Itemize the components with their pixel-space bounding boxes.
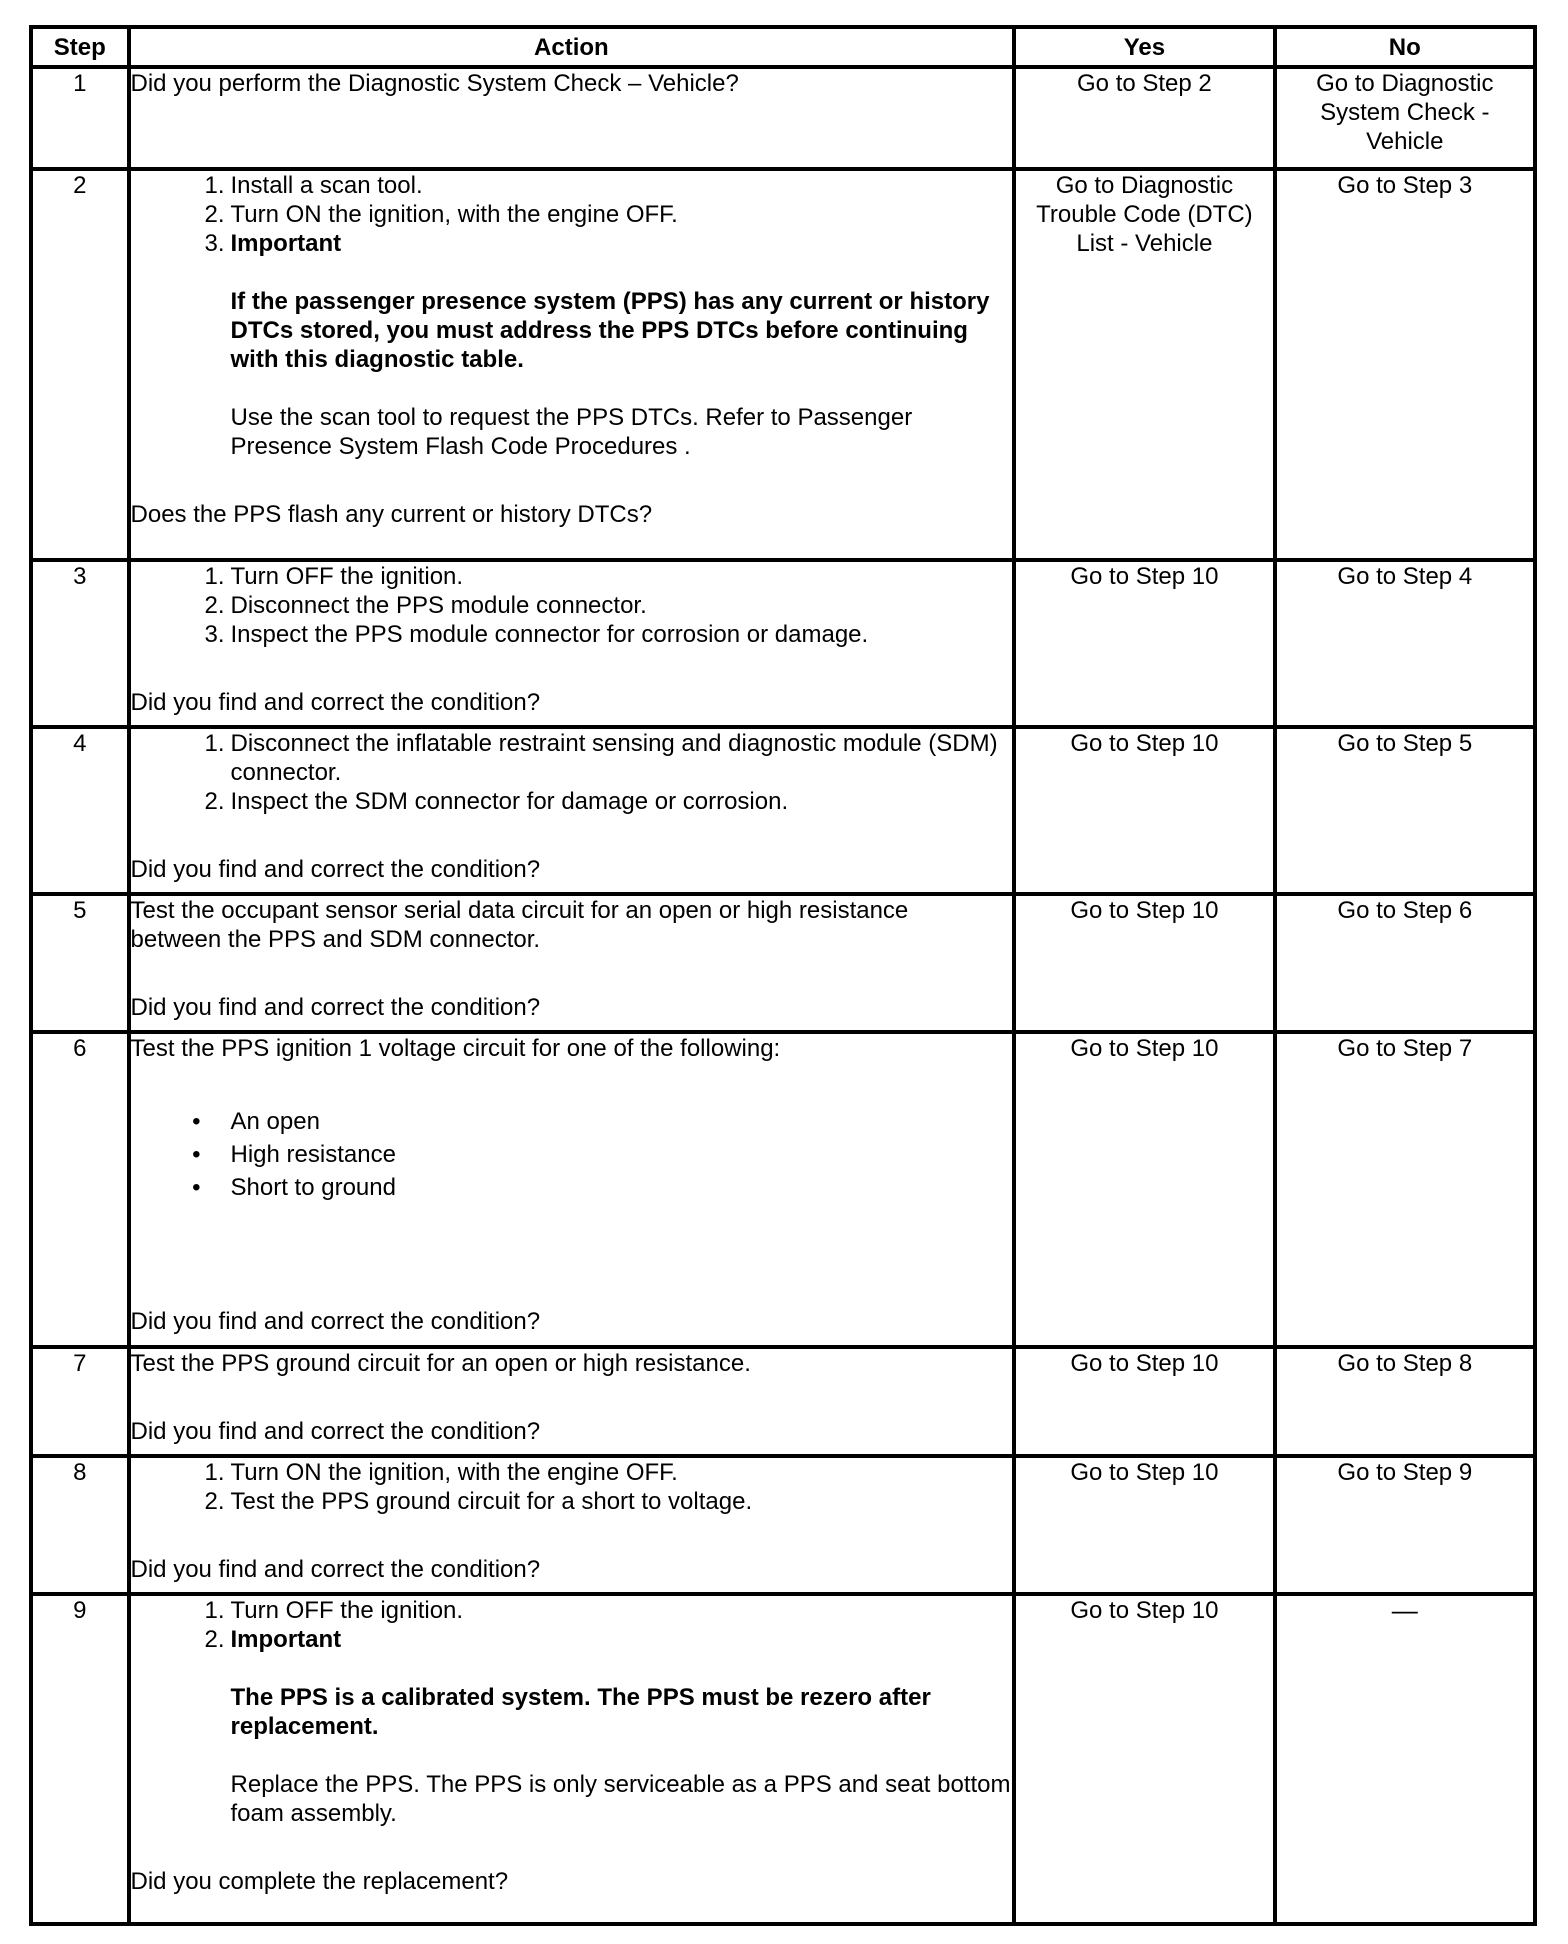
yes-cell: Go to Step 10 <box>1014 1032 1274 1347</box>
important-text: The PPS is a calibrated system. The PPS must be rezero after replacement. <box>230 1684 931 1740</box>
table-row <box>31 894 1535 1032</box>
no-cell: Go to Step 9 <box>1275 1456 1535 1594</box>
list-item: 3. Inspect the PPS module connector for corrosion or damage. <box>204 621 869 648</box>
question-text: Did you complete the replacement? <box>130 1868 509 1895</box>
no-cell: Go to Step 6 <box>1275 894 1535 1032</box>
header-yes: Yes <box>1014 27 1274 67</box>
yes-cell: Go to Step 2 <box>1014 67 1274 169</box>
action-cell <box>129 169 1015 560</box>
yes-cell: Go to Diagnostic Trouble Code (DTC) List - Vehicle <box>1014 169 1274 560</box>
header-row <box>31 27 1535 67</box>
no-cell: Go to Step 7 <box>1275 1032 1535 1347</box>
yes-cell: Go to Step 10 <box>1014 1456 1274 1594</box>
list-item: • An open <box>192 1108 320 1135</box>
important-text: If the passenger presence system (PPS) has any current or history DTCs stored, you must address the PPS DTCs before continuing with this diagnostic table. <box>230 288 990 373</box>
question-text: Did you find and correct the condition? <box>130 1418 541 1445</box>
list-item: 3. Important <box>204 230 342 257</box>
action-cell <box>129 1347 1015 1456</box>
question-text: Did you find and correct the condition? <box>130 689 541 716</box>
list-item: 2. Test the PPS ground circuit for a short to voltage. <box>204 1488 753 1515</box>
action-cell <box>129 727 1015 894</box>
table-row <box>31 67 1535 169</box>
header-action: Action <box>129 27 1015 67</box>
table-row <box>31 560 1535 727</box>
list-item: • High resistance <box>192 1141 396 1168</box>
action-text: Test the PPS ground circuit for an open or high resistance. <box>130 1350 751 1377</box>
no-cell: Go to Step 5 <box>1275 727 1535 894</box>
step-number: 4 <box>31 727 129 894</box>
table-row <box>31 1347 1535 1456</box>
table-row <box>31 727 1535 894</box>
list-item: 1. Turn ON the ignition, with the engine OFF. <box>204 1459 678 1486</box>
table-row <box>31 1032 1535 1347</box>
yes-cell: Go to Step 10 <box>1014 560 1274 727</box>
question-text: Did you find and correct the condition? <box>130 1556 541 1583</box>
question-text: Does the PPS flash any current or history DTCs? <box>130 501 653 528</box>
list-item: 1. Install a scan tool. <box>204 172 423 199</box>
action-text: Test the occupant sensor serial data circuit for an open or high resistance between the PPS and SDM connector. <box>130 897 909 953</box>
step-number: 5 <box>31 894 129 1032</box>
list-item: • Short to ground <box>192 1174 396 1201</box>
table-row <box>31 1594 1535 1924</box>
no-cell: — <box>1275 1594 1535 1924</box>
step-number: 8 <box>31 1456 129 1594</box>
list-item: 1. Disconnect the inflatable restraint sensing and diagnostic module (SDM) connector. <box>204 730 998 786</box>
yes-cell: Go to Step 10 <box>1014 1347 1274 1456</box>
table-row <box>31 1456 1535 1594</box>
action-cell <box>129 1456 1015 1594</box>
yes-cell: Go to Step 10 <box>1014 727 1274 894</box>
step-number: 6 <box>31 1032 129 1347</box>
table-row <box>31 169 1535 560</box>
yes-cell: Go to Step 10 <box>1014 1594 1274 1924</box>
no-cell: Go to Diagnostic System Check - Vehicle <box>1275 67 1535 169</box>
question-text: Did you find and correct the condition? <box>130 856 541 883</box>
diagnostic-table <box>29 25 1537 1926</box>
list-item: 2. Important <box>204 1626 342 1653</box>
list-item: 2. Inspect the SDM connector for damage or corrosion. <box>204 788 789 815</box>
list-item: 1. Turn OFF the ignition. <box>204 563 464 590</box>
action-cell <box>129 67 1015 169</box>
question-text: Did you find and correct the condition? <box>130 1308 541 1335</box>
action-cell <box>129 894 1015 1032</box>
no-cell: Go to Step 3 <box>1275 169 1535 560</box>
list-item: 2. Disconnect the PPS module connector. <box>204 592 647 619</box>
header-step: Step <box>31 27 129 67</box>
action-cell <box>129 1594 1015 1924</box>
step-number: 9 <box>31 1594 129 1924</box>
step-number: 1 <box>31 67 129 169</box>
no-cell: Go to Step 8 <box>1275 1347 1535 1456</box>
action-cell <box>129 560 1015 727</box>
no-cell: Go to Step 4 <box>1275 560 1535 727</box>
step-number: 3 <box>31 560 129 727</box>
list-item: 1. Turn OFF the ignition. <box>204 1597 464 1624</box>
list-item: 2. Turn ON the ignition, with the engine OFF. <box>204 201 678 228</box>
step-number: 7 <box>31 1347 129 1456</box>
action-text: Did you perform the Diagnostic System Check – Vehicle? <box>130 70 739 97</box>
note-text: Use the scan tool to request the PPS DTCs. Refer to Passenger Presence System Flash Code Procedures . <box>230 404 913 460</box>
action-text: Test the PPS ignition 1 voltage circuit for one of the following: <box>130 1035 781 1062</box>
step-number: 2 <box>31 169 129 560</box>
note-text: Replace the PPS. The PPS is only serviceable as a PPS and seat bottom foam assembly. <box>230 1771 1011 1827</box>
question-text: Did you find and correct the condition? <box>130 994 541 1021</box>
action-cell <box>129 1032 1015 1347</box>
yes-cell: Go to Step 10 <box>1014 894 1274 1032</box>
header-no: No <box>1275 27 1535 67</box>
